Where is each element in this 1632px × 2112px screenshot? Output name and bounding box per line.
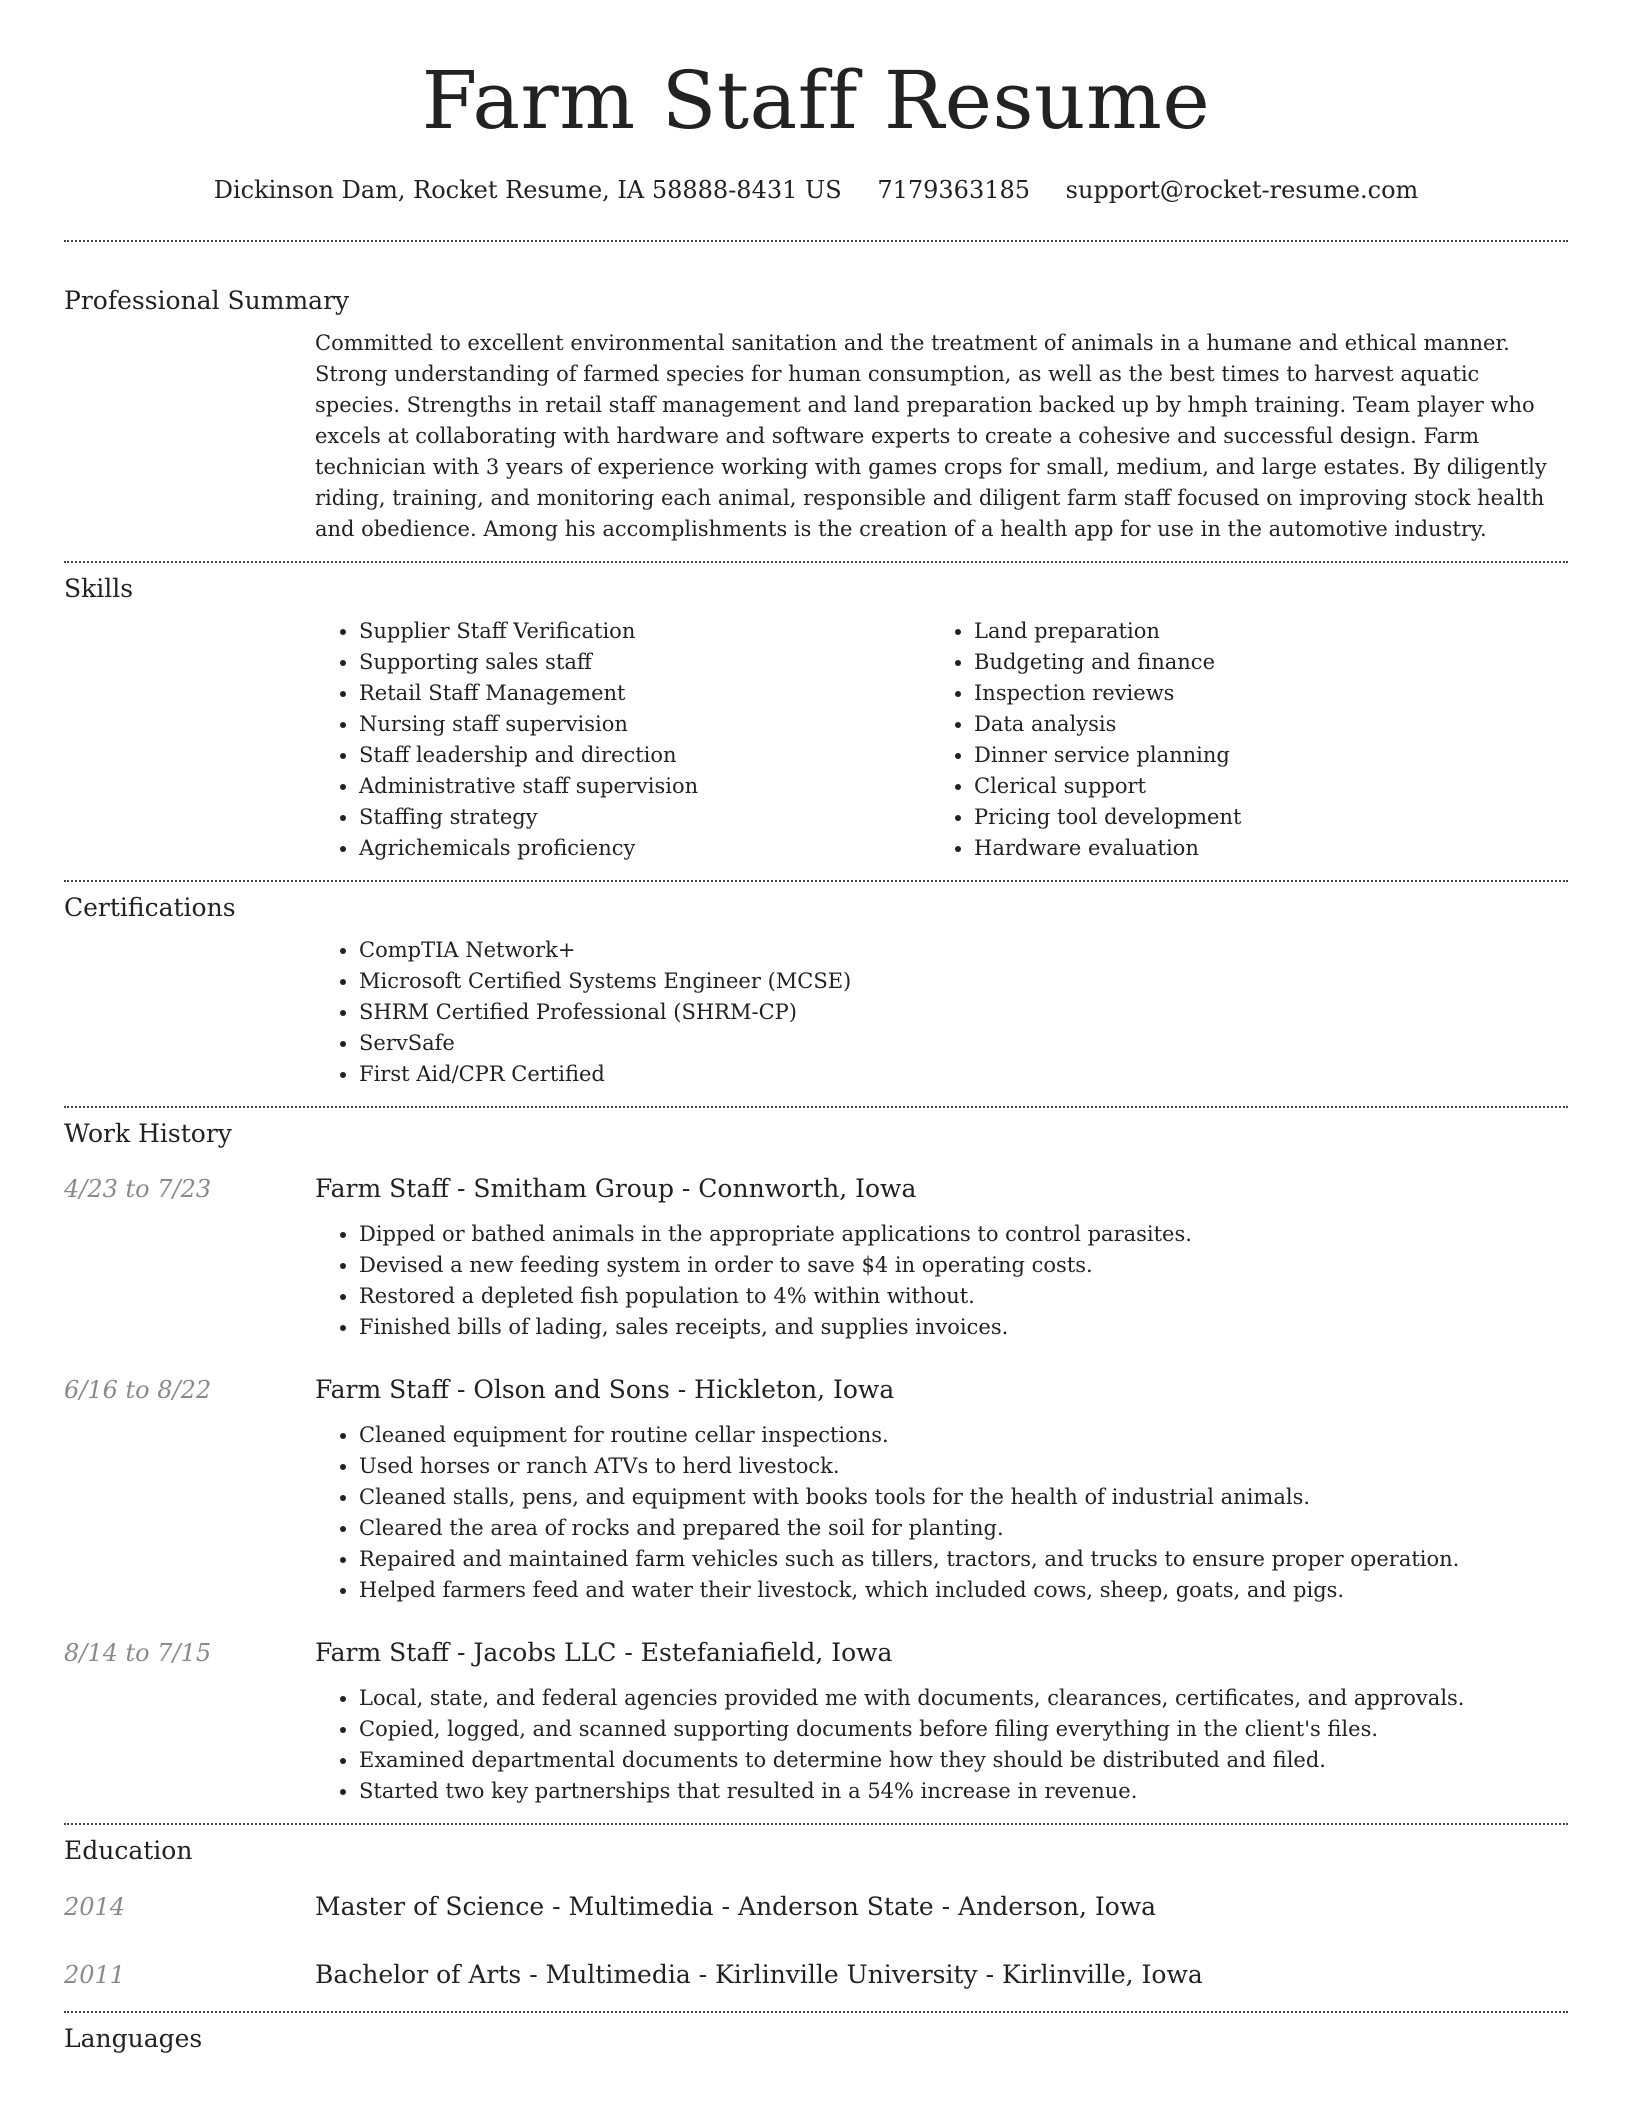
job-bullet: • Examined departmental documents to determine how they should be distributed and filed. — [359, 1745, 1568, 1776]
education-year: 2014 — [64, 1893, 126, 1921]
skill-item: • Pricing tool development — [974, 802, 1545, 833]
job-bullet: • Used horses or ranch ATVs to herd livestock. — [359, 1451, 1568, 1482]
education-entry — [64, 1959, 1568, 1991]
job-bullet: • Repaired and maintained farm vehicles such as tillers, tractors, and trucks to ensure proper operation. — [359, 1544, 1568, 1575]
job-bullet: • Cleaned stalls, pens, and equipment with books tools for the health of industrial animals. — [359, 1482, 1568, 1513]
job-entry — [64, 1173, 1568, 1343]
job-header — [64, 1374, 1568, 1406]
certifications-section — [64, 892, 1568, 1090]
job-dates: 6/16 to 8/22 — [64, 1376, 212, 1404]
job-bullet-list — [315, 1219, 1568, 1343]
certification-item: • First Aid/CPR Certified — [359, 1059, 1568, 1090]
job-bullet: • Copied, logged, and scanned supporting documents before filing everything in the client's files. — [359, 1714, 1568, 1745]
job-bullet: • Cleaned equipment for routine cellar inspections. — [359, 1420, 1568, 1451]
work-section — [64, 1118, 1568, 1807]
skill-item: • Data analysis — [974, 709, 1545, 740]
summary-section — [64, 285, 1568, 545]
job-bullets — [315, 1219, 1568, 1343]
skills-heading: Skills — [64, 574, 134, 603]
skill-item: • Administrative staff supervision — [359, 771, 930, 802]
contact-line — [64, 174, 1568, 206]
skill-item: • Nursing staff supervision — [359, 709, 930, 740]
education-entry — [64, 1891, 1568, 1923]
contact-phone: 7179363185 — [877, 176, 1031, 204]
education-title: Bachelor of Arts - Multimedia - Kirlinville University - Kirlinville, Iowa — [315, 1960, 1203, 1989]
certification-item: • SHRM Certified Professional (SHRM-CP) — [359, 997, 1568, 1028]
job-bullets — [315, 1683, 1568, 1807]
skill-item: • Land preparation — [974, 616, 1545, 647]
contact-email: support@rocket-resume.com — [1065, 176, 1419, 204]
contact-address: Dickinson Dam, Rocket Resume, IA 58888-8431 US — [213, 176, 842, 204]
summary-heading: Professional Summary — [64, 286, 350, 315]
job-bullet: • Cleared the area of rocks and prepared the soil for planting. — [359, 1513, 1568, 1544]
summary-content — [315, 328, 1568, 545]
certifications-list — [315, 935, 1568, 1090]
skills-list-left — [315, 616, 930, 864]
job-bullet: • Devised a new feeding system in order to save $4 in operating costs. — [359, 1250, 1568, 1281]
job-bullet: • Helped farmers feed and water their livestock, which included cows, sheep, goats, and pigs. — [359, 1575, 1568, 1606]
job-entry — [64, 1374, 1568, 1606]
section-divider — [64, 240, 1568, 242]
job-bullet-list — [315, 1683, 1568, 1807]
job-title: Farm Staff - Smitham Group - Connworth, Iowa — [315, 1174, 917, 1203]
section-divider — [64, 2011, 1568, 2013]
skill-item: • Supplier Staff Verification — [359, 616, 930, 647]
job-bullet: • Local, state, and federal agencies provided me with documents, clearances, certificates, and approvals. — [359, 1683, 1568, 1714]
job-bullet-list — [315, 1420, 1568, 1606]
resume-page — [64, 0, 1568, 2055]
job-header — [64, 1637, 1568, 1669]
section-divider — [64, 880, 1568, 882]
skill-item: • Budgeting and finance — [974, 647, 1545, 678]
job-dates: 4/23 to 7/23 — [64, 1175, 212, 1203]
education-section — [64, 1835, 1568, 1991]
job-bullet: • Dipped or bathed animals in the appropriate applications to control parasites. — [359, 1219, 1568, 1250]
education-year: 2011 — [64, 1961, 126, 1989]
job-entry — [64, 1637, 1568, 1807]
skills-section — [64, 573, 1568, 864]
job-header — [64, 1173, 1568, 1205]
education-heading: Education — [64, 1836, 193, 1865]
section-divider — [64, 561, 1568, 563]
resume-title: Farm Staff Resume — [421, 54, 1211, 147]
skill-item: • Inspection reviews — [974, 678, 1545, 709]
skill-item: • Staff leadership and direction — [359, 740, 930, 771]
job-title: Farm Staff - Olson and Sons - Hickleton, Iowa — [315, 1375, 895, 1404]
education-title: Master of Science - Multimedia - Anderson State - Anderson, Iowa — [315, 1892, 1157, 1921]
certification-item: • ServSafe — [359, 1028, 1568, 1059]
job-bullet: • Restored a depleted fish population to 4% within without. — [359, 1281, 1568, 1312]
skill-item: • Agrichemicals proficiency — [359, 833, 930, 864]
certifications-content — [315, 935, 1568, 1090]
section-divider — [64, 1823, 1568, 1825]
skills-content — [315, 616, 1568, 864]
certification-item: • CompTIA Network+ — [359, 935, 1568, 966]
job-title: Farm Staff - Jacobs LLC - Estefaniafield, Iowa — [315, 1638, 893, 1667]
skills-list-right — [930, 616, 1545, 864]
work-heading: Work History — [64, 1119, 232, 1148]
summary-text: Committed to excellent environmental sanitation and the treatment of animals in a humane and ethical manner. Strong understanding of farmed species for human consumption, as well as the best times to harvest aquatic species. Strengths in retail staff management and land preparation backed up by hmph training. Team player who excels at collaborating with hardware and software experts to create a cohesive and successful design. Farm technician with 3 years of experience working with games crops for small, medium, and large estates. By diligently riding, training, and monitoring each animal, responsible and diligent farm staff focused on improving stock health and obedience. Among his accomplishments is the creation of a health app for use in the automotive industry. — [315, 331, 1547, 541]
skill-item: • Retail Staff Management — [359, 678, 930, 709]
skill-item: • Clerical support — [974, 771, 1545, 802]
certifications-heading: Certifications — [64, 893, 236, 922]
languages-heading: Languages — [64, 2024, 203, 2053]
languages-section — [64, 2023, 1568, 2055]
certification-item: • Microsoft Certified Systems Engineer (MCSE) — [359, 966, 1568, 997]
skill-item: • Supporting sales staff — [359, 647, 930, 678]
skill-item: • Hardware evaluation — [974, 833, 1545, 864]
job-bullet: • Started two key partnerships that resulted in a 54% increase in revenue. — [359, 1776, 1568, 1807]
job-bullets — [315, 1420, 1568, 1606]
section-divider — [64, 1106, 1568, 1108]
skill-item: • Dinner service planning — [974, 740, 1545, 771]
job-bullet: • Finished bills of lading, sales receipts, and supplies invoices. — [359, 1312, 1568, 1343]
job-dates: 8/14 to 7/15 — [64, 1639, 212, 1667]
skill-item: • Staffing strategy — [359, 802, 930, 833]
